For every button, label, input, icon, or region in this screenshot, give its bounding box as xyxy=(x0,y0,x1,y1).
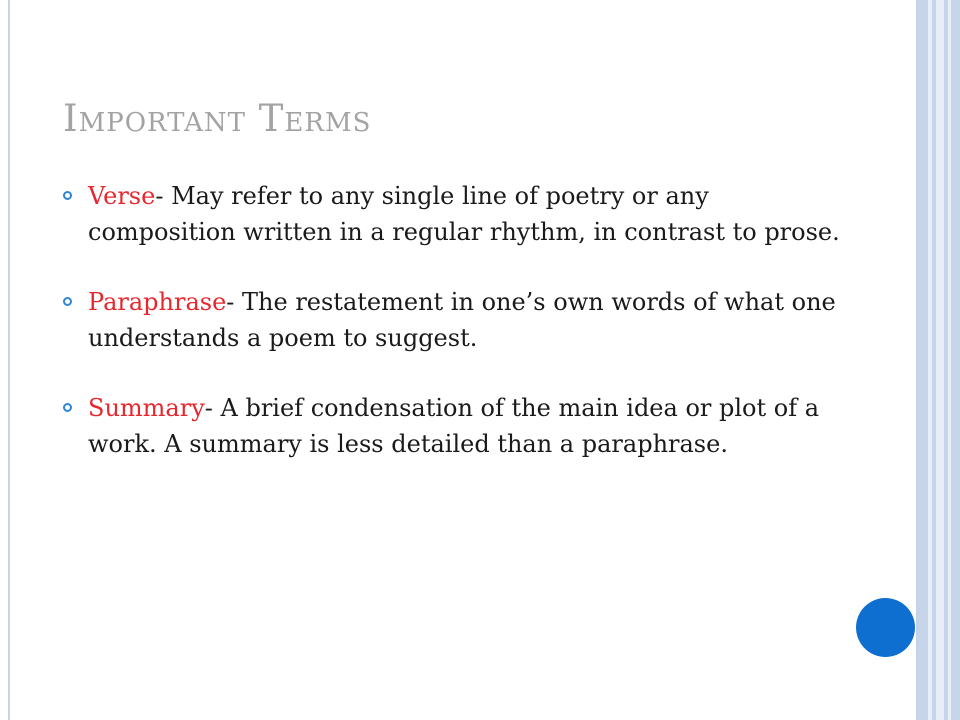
band-stripe xyxy=(936,0,944,720)
left-frame-line xyxy=(8,0,10,720)
bullet-icon xyxy=(63,403,72,412)
slide-title: Important Terms xyxy=(63,97,372,140)
term-definition: - May refer to any single line of poetry or any composition written in a regular rhythm, in contrast to prose. xyxy=(88,182,840,246)
band-stripe xyxy=(948,0,951,720)
terms-list xyxy=(63,178,853,496)
bullet-icon xyxy=(63,191,72,200)
term-word: Paraphrase xyxy=(88,288,227,316)
band-stripe xyxy=(928,0,932,720)
term-item-paraphrase xyxy=(63,284,853,356)
side-decorative-band xyxy=(918,0,960,720)
term-item-verse xyxy=(63,178,853,250)
term-item-summary xyxy=(63,390,853,462)
term-definition: - The restatement in one’s own words of what one understands a poem to suggest. xyxy=(88,288,836,352)
term-word: Verse xyxy=(88,182,156,210)
term-word: Summary xyxy=(88,394,205,422)
term-definition: - A brief condensation of the main idea or plot of a work. A summary is less detailed than a paraphrase. xyxy=(88,394,820,458)
bullet-icon xyxy=(63,297,72,306)
accent-circle-icon xyxy=(856,598,915,657)
